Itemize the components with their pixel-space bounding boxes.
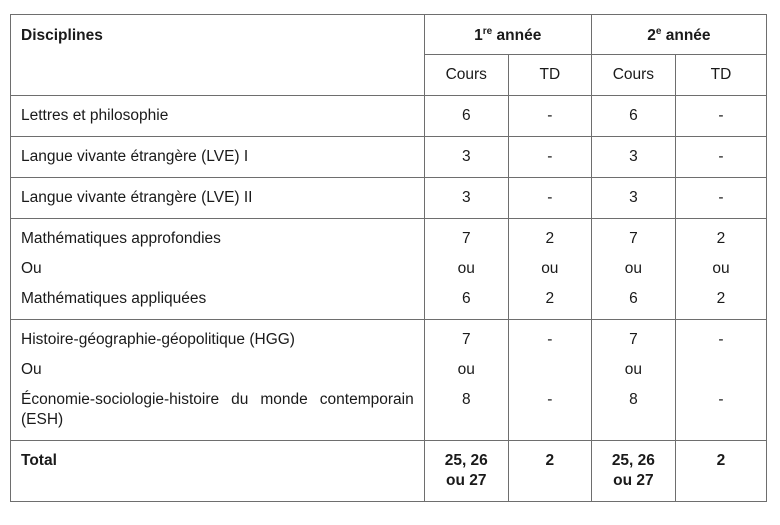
value: - [547, 391, 553, 408]
value: 8 [461, 391, 471, 408]
disciplines-table [10, 14, 767, 502]
y2-td-cell: - [675, 96, 766, 137]
value: - [547, 331, 553, 348]
value: 7 [629, 230, 638, 247]
year-1-number: 1 [474, 27, 483, 44]
hgg-labels [11, 320, 425, 441]
table-row [11, 137, 767, 178]
y2-td-cell [675, 320, 766, 441]
value-empty [686, 360, 756, 390]
y2-td-cell: - [675, 178, 766, 219]
year-1-word: année [496, 27, 542, 44]
row-label-or: Ou [21, 260, 42, 277]
row-label: Économie-sociologie-histoire du monde contemporain (ESH) [21, 391, 414, 428]
y1-td-cell [508, 219, 591, 320]
y1-cours-cell: 3 [424, 137, 508, 178]
value-or: ou [457, 361, 475, 378]
value: 7 [629, 331, 638, 348]
maths-labels [11, 219, 425, 320]
value: 2 [545, 290, 555, 307]
value-or: ou [624, 361, 642, 378]
y2-td-cell: - [675, 137, 766, 178]
value-or: ou [457, 260, 475, 277]
year-2-number: 2 [647, 27, 656, 44]
row-label: Langue vivante étrangère (LVE) I [11, 137, 425, 178]
total-y1-td: 2 [508, 441, 591, 502]
table-row-hgg [11, 320, 767, 441]
table-row-total [11, 441, 767, 502]
total-y2-cours: 25, 26 ou 27 [591, 441, 675, 502]
y2-cours-cell: 3 [591, 137, 675, 178]
y1-td-cell [508, 320, 591, 441]
row-label: Mathématiques approfondies [21, 230, 221, 247]
year-2-word: année [665, 27, 711, 44]
total-y2-td: 2 [675, 441, 766, 502]
table-row [11, 178, 767, 219]
value: 7 [461, 331, 471, 348]
y2-cours-cell [591, 219, 675, 320]
y2-cours-cell [591, 320, 675, 441]
value: 6 [629, 290, 638, 307]
row-label: Histoire-géographie-géopolitique (HGG) [21, 331, 295, 348]
header-y2-td: TD [675, 55, 766, 96]
y1-td-cell: - [508, 178, 591, 219]
value-or: ou [712, 260, 730, 277]
header-y2-cours: Cours [591, 55, 675, 96]
y2-cours-cell: 6 [591, 96, 675, 137]
header-row-years [11, 15, 767, 55]
y2-td-cell [675, 219, 766, 320]
value-or: ou [624, 260, 642, 277]
value: - [718, 331, 724, 348]
total-y1-cours: 25, 26 ou 27 [424, 441, 508, 502]
y2-cours-cell: 3 [591, 178, 675, 219]
y1-cours-cell [424, 219, 508, 320]
value: 2 [716, 230, 726, 247]
row-label: Langue vivante étrangère (LVE) II [11, 178, 425, 219]
y1-cours-cell: 3 [424, 178, 508, 219]
value: 2 [716, 290, 726, 307]
value: 7 [461, 230, 471, 247]
header-year-2 [591, 15, 766, 55]
y1-td-cell: - [508, 96, 591, 137]
value: 2 [545, 230, 555, 247]
header-disciplines: Disciplines [11, 15, 425, 96]
value: - [718, 391, 724, 408]
total-label: Total [11, 441, 425, 502]
header-y1-td: TD [508, 55, 591, 96]
value-or: ou [541, 260, 559, 277]
table-row-maths [11, 219, 767, 320]
table-row [11, 96, 767, 137]
y1-cours-cell [424, 320, 508, 441]
header-year-1 [424, 15, 591, 55]
row-label: Mathématiques appliquées [21, 290, 207, 307]
y1-td-cell: - [508, 137, 591, 178]
y1-cours-cell: 6 [424, 96, 508, 137]
year-1-superscript: re [482, 25, 493, 37]
value-empty [519, 360, 581, 390]
header-y1-cours: Cours [424, 55, 508, 96]
year-2-superscript: e [655, 25, 662, 37]
value: 8 [629, 391, 638, 408]
row-label: Lettres et philosophie [11, 96, 425, 137]
row-label-or: Ou [21, 361, 42, 378]
value: 6 [461, 290, 471, 307]
